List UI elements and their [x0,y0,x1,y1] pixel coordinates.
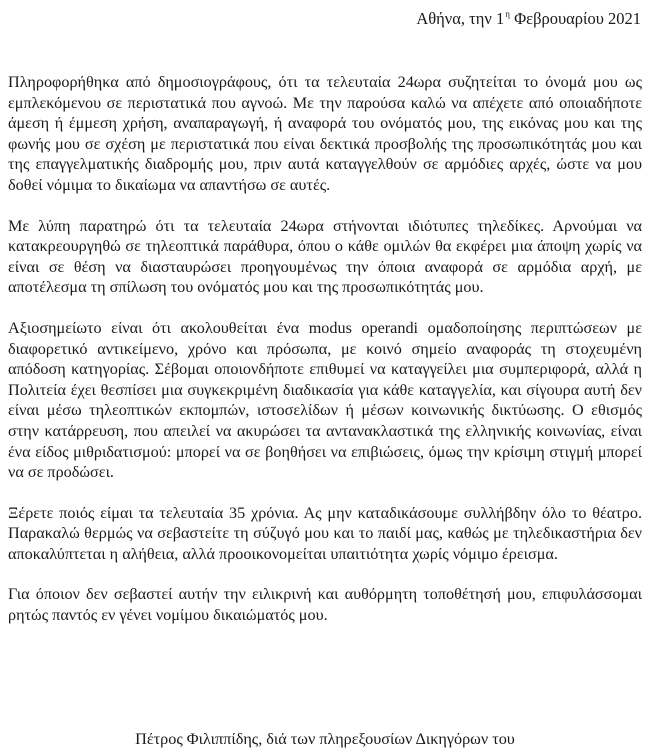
date-suffix: Φεβρουαρίου 2021 [509,9,641,28]
date-ordinal-superscript: η [505,9,510,19]
signature-line: Πέτρος Φιλιππίδης, διά των πληρεξουσίων Δικηγόρων του [135,730,515,748]
paragraph-4: Ξέρετε ποιός είμαι τα τελευταία 35 χρόνια. Ας μην καταδικάσουμε συλλήβδην όλο το θέατρο. Παρακαλώ θερμώς να σεβαστείτε τη σύζυγό μου και το παιδί μας, καθώς με τηλεδικαστήρια δεν αποκαλύπτεται η αλήθεια, αλλά προοικονομείται υπαιτιότητα χωρίς νόμιμο έρεισμα. [8,503,642,563]
paragraph-5: Για όποιον δεν σεβαστεί αυτήν την ειλικρινή και αυθόρμητη τοποθέτησή μου, επιφυλάσσομαι ρητώς παντός εν γένει νομίμου δικαιώματός μου. [8,585,642,625]
paragraph-1: Πληροφορήθηκα από δημοσιογράφους, ότι τα τελευταία 24ωρα συζητείται το όνομά μου ως εμπλεκόμενου σε περιστατικά που αγνοώ. Με την παρούσα καλώ να απέχετε από οποιαδήποτε άμεση ή έμμεση χρήση, αναπαραγωγή, ή αναφορά του ονόματός μου, της εικόνας μου και της φωνής μου σε σχέση με περιστατικά που είναι δεκτικά προσβολής της προσωπικότητάς μου και της επαγγελματικής διαδρομής μου, πριν αυτά καταγγελθούν σε αρμόδιες αρχές, ώστε να μου δοθεί νόμιμα το δικαίωμα να απαντήσω σε αυτές. [8,73,642,194]
letter-body [8,72,642,646]
date-prefix: Αθήνα, την 1 [416,9,505,28]
letter-date [416,4,641,29]
paragraph-3: Αξιοσημείωτο είναι ότι ακολουθείται ένα modus operandi ομαδοποίησης περιπτώσεων με διαφορετικό αντικείμενο, χρόνο και πρόσωπα, με κοινό σημείο αναφοράς τη στοχευμένη απόδοση κατηγορίας. Σέβομαι οποιονδήποτε επιθυμεί να καταγγείλει μια συμπεριφορά, αλλά η Πολιτεία έχει θεσπίσει μια συγκεκριμένη διαδικασία για κάθε καταγγελία, και σίγουρα αυτή δεν είναι μέσω τηλεοπτικών εκπομπών, ιστοσελίδων ή μέσων κοινωνικής δικτύωσης. Ο εθισμός στην κατάρρευση, που απειλεί να ακυρώσει τα αντανακλαστικά της ελληνικής κοινωνίας, είναι ένα είδος μιθριδατισμού: μπορεί να σε βοηθήσει να επιβιώσεις, όμως την κρίσιμη στιγμή μπορεί να σε προδώσει. [8,318,642,482]
paragraph-2: Με λύπη παρατηρώ ότι τα τελευταία 24ωρα στήνονται ιδιότυπες τηλεδίκες. Αρνούμαι να κατακρεουργηθώ σε τηλεοπτικά παράθυρα, όπου ο κάθε ομιλών θα εκφέρει μια άποψη χωρίς να είναι σε θέση να διασταυρώσει προηγουμένως την όποια αναφορά σε αρμόδια αρχή, με αποτέλεσμα τη σπίλωση του ονόματός μου και της προσωπικότητάς μου. [8,216,642,297]
